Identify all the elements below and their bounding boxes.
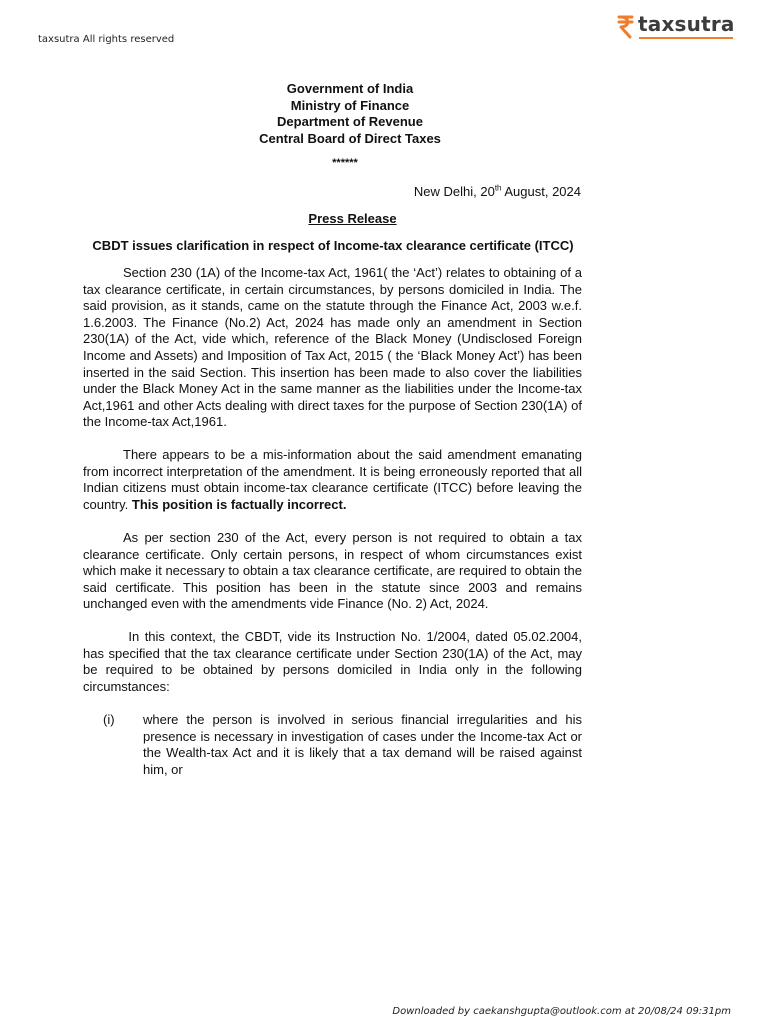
list-item — [83, 712, 582, 778]
dateline-prefix: New Delhi, 20 — [413, 184, 495, 199]
paragraph-2 — [83, 447, 582, 513]
logo-underline — [639, 37, 733, 39]
list-item-marker: (i) — [103, 712, 115, 727]
taxsutra-logo — [617, 13, 735, 41]
document-title: Press Release — [308, 211, 397, 226]
paragraph-3-text: As per section 230 of the Act, every person is not required to obtain a tax clearance certificate. Only certain persons, in respect of whom circumstances exist which make it necessary to obtain a tax clearance certificate, are required to obtain the said certificate. This position has been in the statute since 2003 and remains unchanged even with the amendments vide Finance (No. 2) Act, 2024. — [83, 530, 582, 612]
paragraph-4 — [83, 629, 582, 695]
issuing-authority — [0, 81, 700, 147]
paragraph-1-text: Section 230 (1A) of the Income-tax Act, 1961( the ‘Act’) relates to obtaining of a tax clearance certificate, in certain circumstances, by persons domiciled in India. The said provision, as it stands, came on the statute through the Finance Act, 2003 w.e.f. 1.6.2003. The Finance (No.2) Act, 2024 has made only an amendment in Section 230(1A) of the Act, vide which, reference of the Black Money (Undisclosed Foreign Income and Assets) and Imposition of Tax Act, 2015 ( the ‘Black Money Act’) has been inserted in the said Section. This insertion has been made to also cover the liabilities under the Black Money Act in the same manner as the liabilities under the Income-tax Act,1961 and other Acts dealing with direct taxes for the purpose of Section 230(1A) of the Income-tax Act,1961. — [83, 265, 582, 430]
paragraph-2-emphasis: This position is factually incorrect. — [131, 496, 347, 512]
header-line-government: Government of India — [286, 81, 414, 96]
paragraph-1 — [83, 265, 582, 431]
header-line-department: Department of Revenue — [277, 114, 423, 130]
header-line-board: Central Board of Direct Taxes — [259, 130, 441, 146]
subject-line: CBDT issues clarification in respect of Income-tax clearance certificate (ITCC) — [92, 238, 574, 253]
dateline-ordinal: th — [494, 183, 502, 193]
paragraph-4-text: In this context, the CBDT, vide its Instruction No. 1/2004, dated 05.02.2004, has specified that the tax clearance certificate under Section 230(1A) of the Act, may be required to be obtained by persons domiciled in India only in the following circumstances: — [83, 629, 582, 694]
dateline-rest: August, 2024 — [501, 184, 581, 199]
download-note: Downloaded by caekanshgupta@outlook.com at 20/08/24 09:31pm — [392, 1006, 731, 1017]
rupee-logo-icon — [617, 15, 635, 39]
logo-wordmark: taxsutra — [638, 12, 735, 36]
rights-reserved-note: taxsutra All rights reserved — [38, 34, 175, 45]
paragraph-2-text: There appears to be a mis-information about the said amendment emanating from incorrect interpretation of the amendment. It is being erroneously reported that all Indian citizens must obtain income-tax clearance certificate (ITCC) before leaving the country. — [83, 447, 582, 512]
paragraph-3 — [83, 530, 582, 613]
list-item-text: where the person is involved in serious financial irregularities and his presence is necessary in investigation of cases under the Income-tax Act or the Wealth-tax Act and it is likely that a tax demand will be raised against him, or — [143, 712, 582, 777]
dateline — [414, 184, 581, 199]
header-line-ministry: Ministry of Finance — [290, 97, 410, 113]
separator-stars: ****** — [332, 157, 358, 169]
